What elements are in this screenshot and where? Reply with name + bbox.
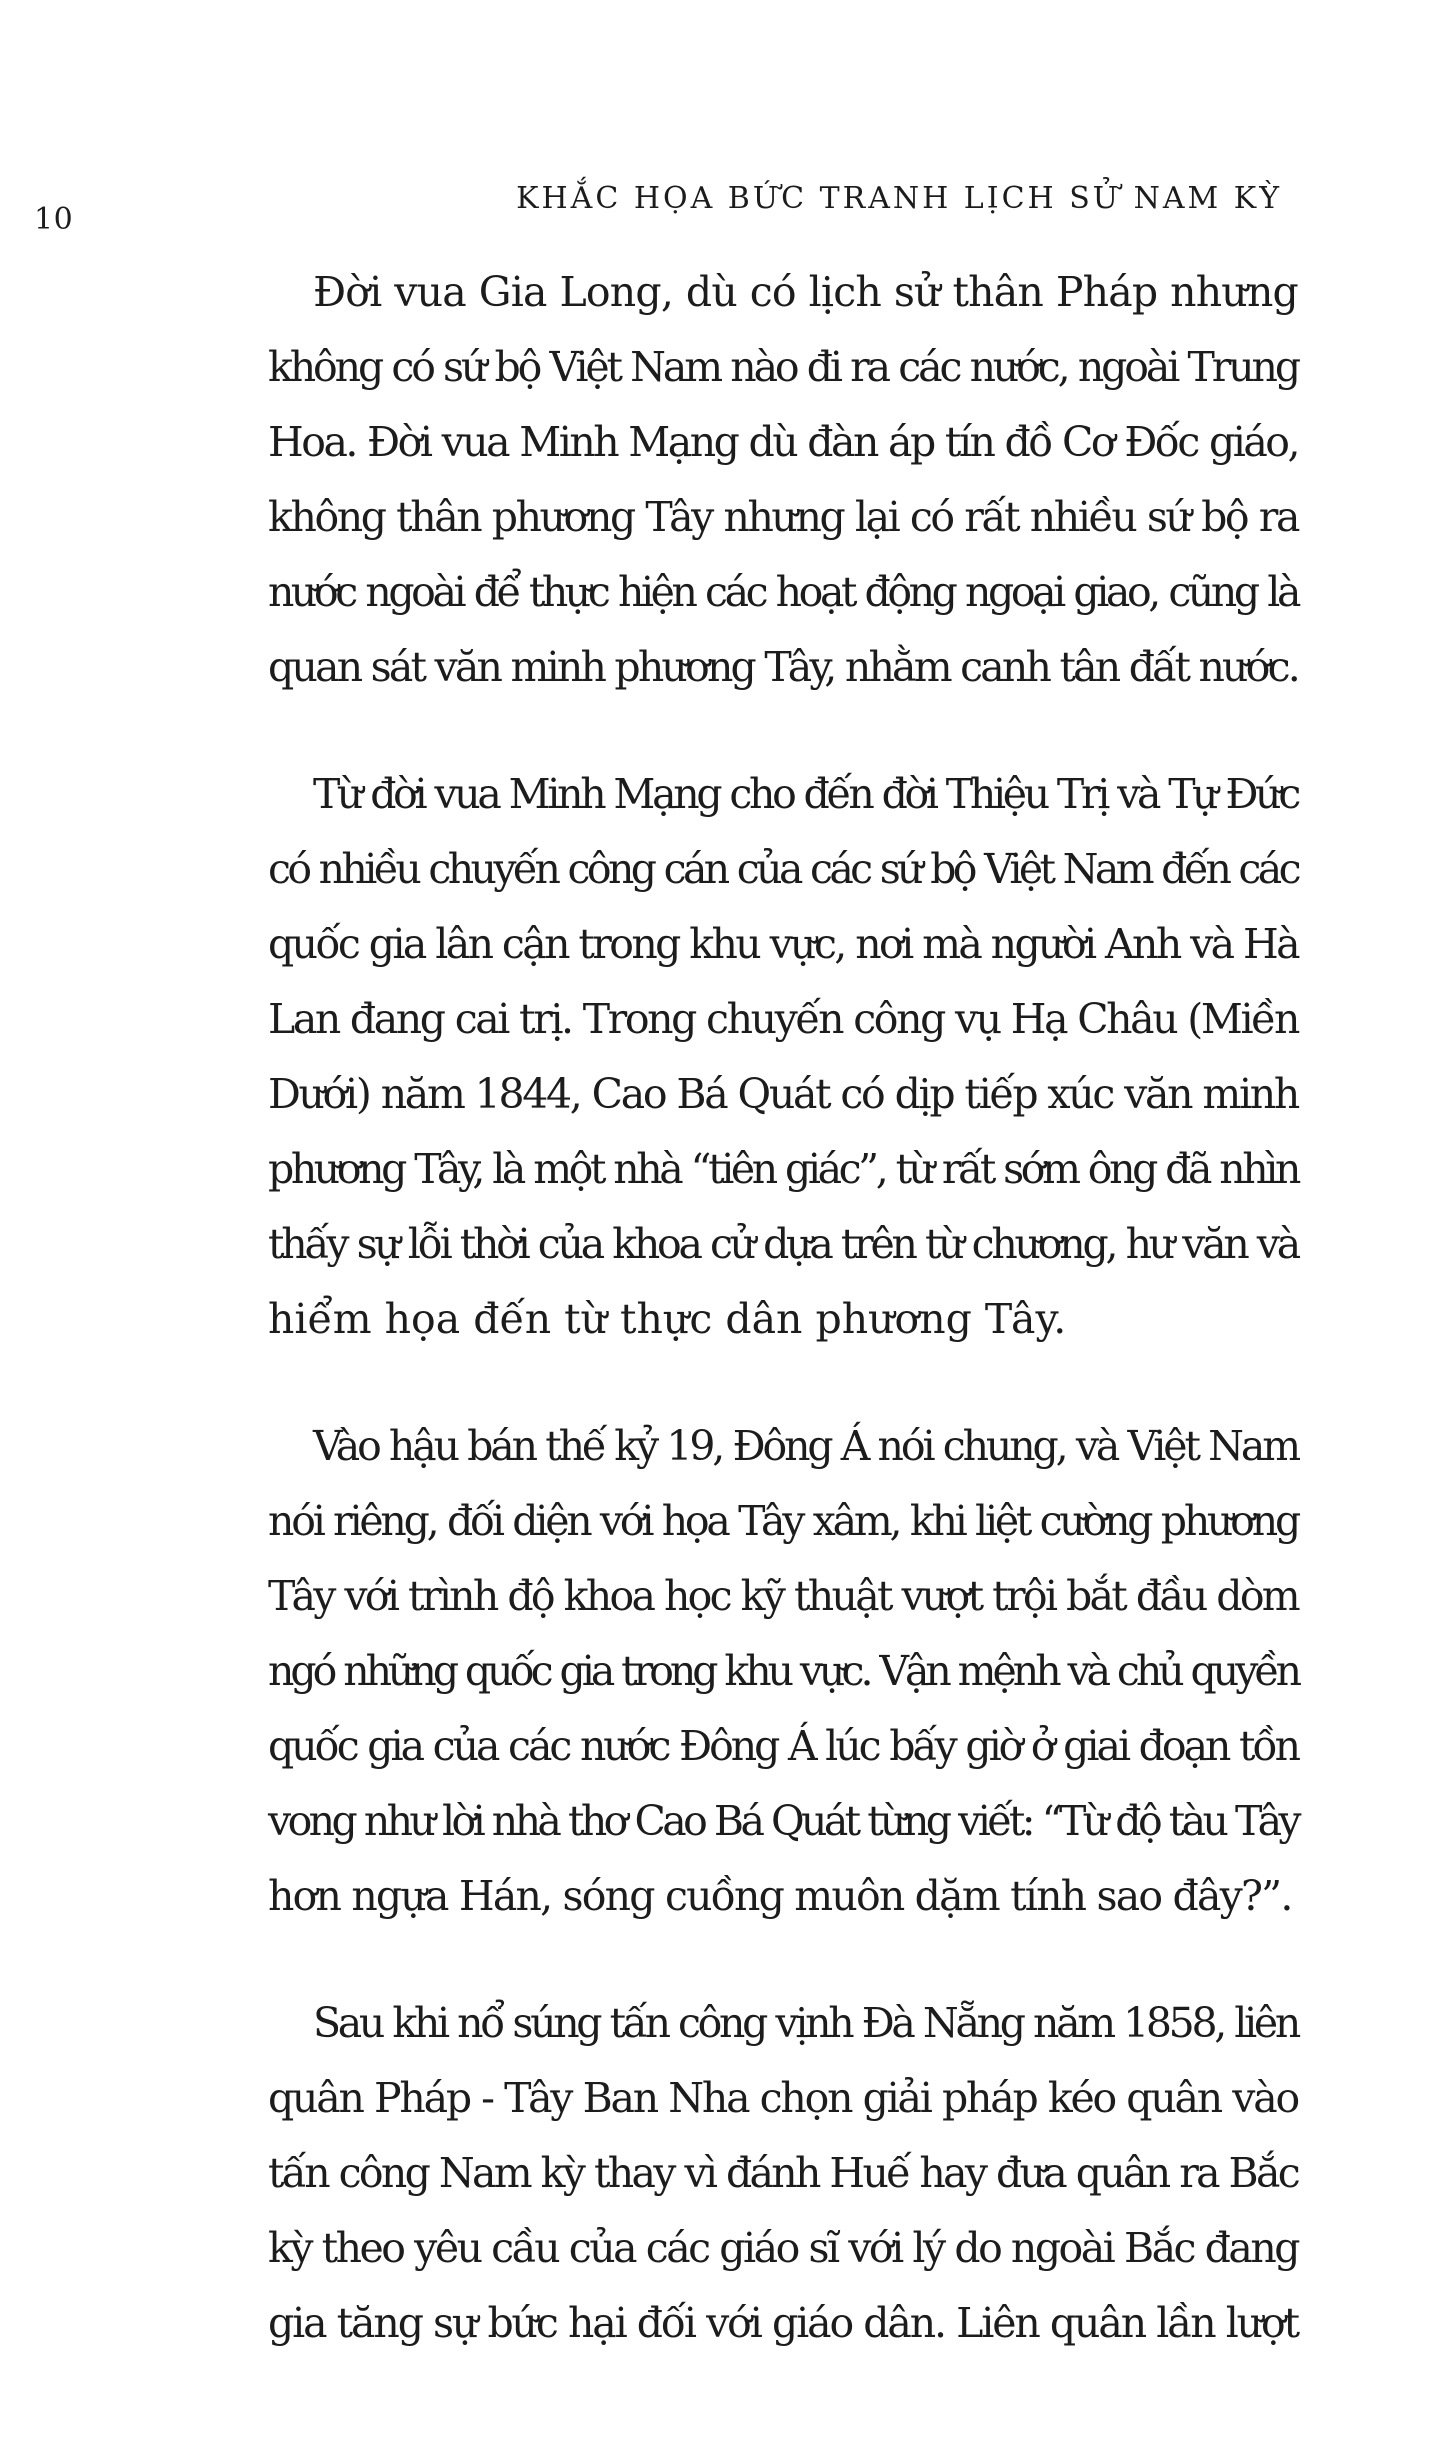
text-line: có nhiều chuyến công cán của các sứ bộ Việt Nam đến các [268,845,1298,893]
text-line: Tây với trình độ khoa học kỹ thuật vượt trội bắt đầu dòm [268,1572,1298,1620]
text-line: vong như lời nhà thơ Cao Bá Quát từng viết: “Từ độ tàu Tây [268,1797,1298,1845]
text-line: không có sứ bộ Việt Nam nào đi ra các nước, ngoài Trung [268,343,1298,391]
text-line: quân Pháp - Tây Ban Nha chọn giải pháp kéo quân vào [268,2074,1298,2122]
paragraph [268,1986,1298,2361]
text-line: gia tăng sự bức hại đối với giáo dân. Liên quân lần lượt [268,2299,1298,2347]
text-line: quốc gia của các nước Đông Á lúc bấy giờ ở giai đoạn tồn [268,1722,1298,1770]
text-line: phương Tây, là một nhà “tiên giác”, từ rất sớm ông đã nhìn [268,1145,1298,1193]
text-line: Sau khi nổ súng tấn công vịnh Đà Nẵng năm 1858, liên [313,1999,1298,2047]
text-line: Dưới) năm 1844, Cao Bá Quát có dịp tiếp xúc văn minh [268,1070,1298,1118]
text-line: thấy sự lỗi thời của khoa cử dựa trên từ chương, hư văn và [268,1220,1298,1268]
body-text [268,255,1298,2413]
text-line: quốc gia lân cận trong khu vực, nơi mà người Anh và Hà [268,920,1298,968]
running-header: KHẮC HỌA BỨC TRANH LỊCH SỬ NAM KỲ [516,181,1282,216]
paragraph [268,757,1298,1357]
page-number: 10 [34,202,74,237]
text-line: không thân phương Tây nhưng lại có rất nhiều sứ bộ ra [268,493,1298,541]
text-line: nước ngoài để thực hiện các hoạt động ngoại giao, cũng là [268,568,1298,616]
text-line: hơn ngựa Hán, sóng cuồng muôn dặm tính sao đây?”. [268,1872,1292,1920]
text-line: Vào hậu bán thế kỷ 19, Đông Á nói chung, và Việt Nam [313,1422,1298,1470]
text-line: quan sát văn minh phương Tây, nhằm canh tân đất nước. [268,643,1298,691]
paragraph [268,255,1298,705]
text-line: Đời vua Gia Long, dù có lịch sử thân Pháp nhưng [313,268,1298,316]
text-line: kỳ theo yêu cầu của các giáo sĩ với lý do ngoài Bắc đang [268,2224,1298,2272]
text-line: hiểm họa đến từ thực dân phương Tây. [268,1295,1067,1343]
text-line: nói riêng, đối diện với họa Tây xâm, khi liệt cường phương [268,1497,1298,1545]
paragraph [268,1409,1298,1934]
text-line: tấn công Nam kỳ thay vì đánh Huế hay đưa quân ra Bắc [268,2149,1298,2197]
text-line: Từ đời vua Minh Mạng cho đến đời Thiệu Trị và Tự Đức [313,770,1298,818]
text-line: Hoa. Đời vua Minh Mạng dù đàn áp tín đồ Cơ Đốc giáo, [268,418,1298,466]
text-line: Lan đang cai trị. Trong chuyến công vụ Hạ Châu (Miền [268,995,1298,1043]
text-line: ngó những quốc gia trong khu vực. Vận mệnh và chủ quyền [268,1647,1298,1695]
